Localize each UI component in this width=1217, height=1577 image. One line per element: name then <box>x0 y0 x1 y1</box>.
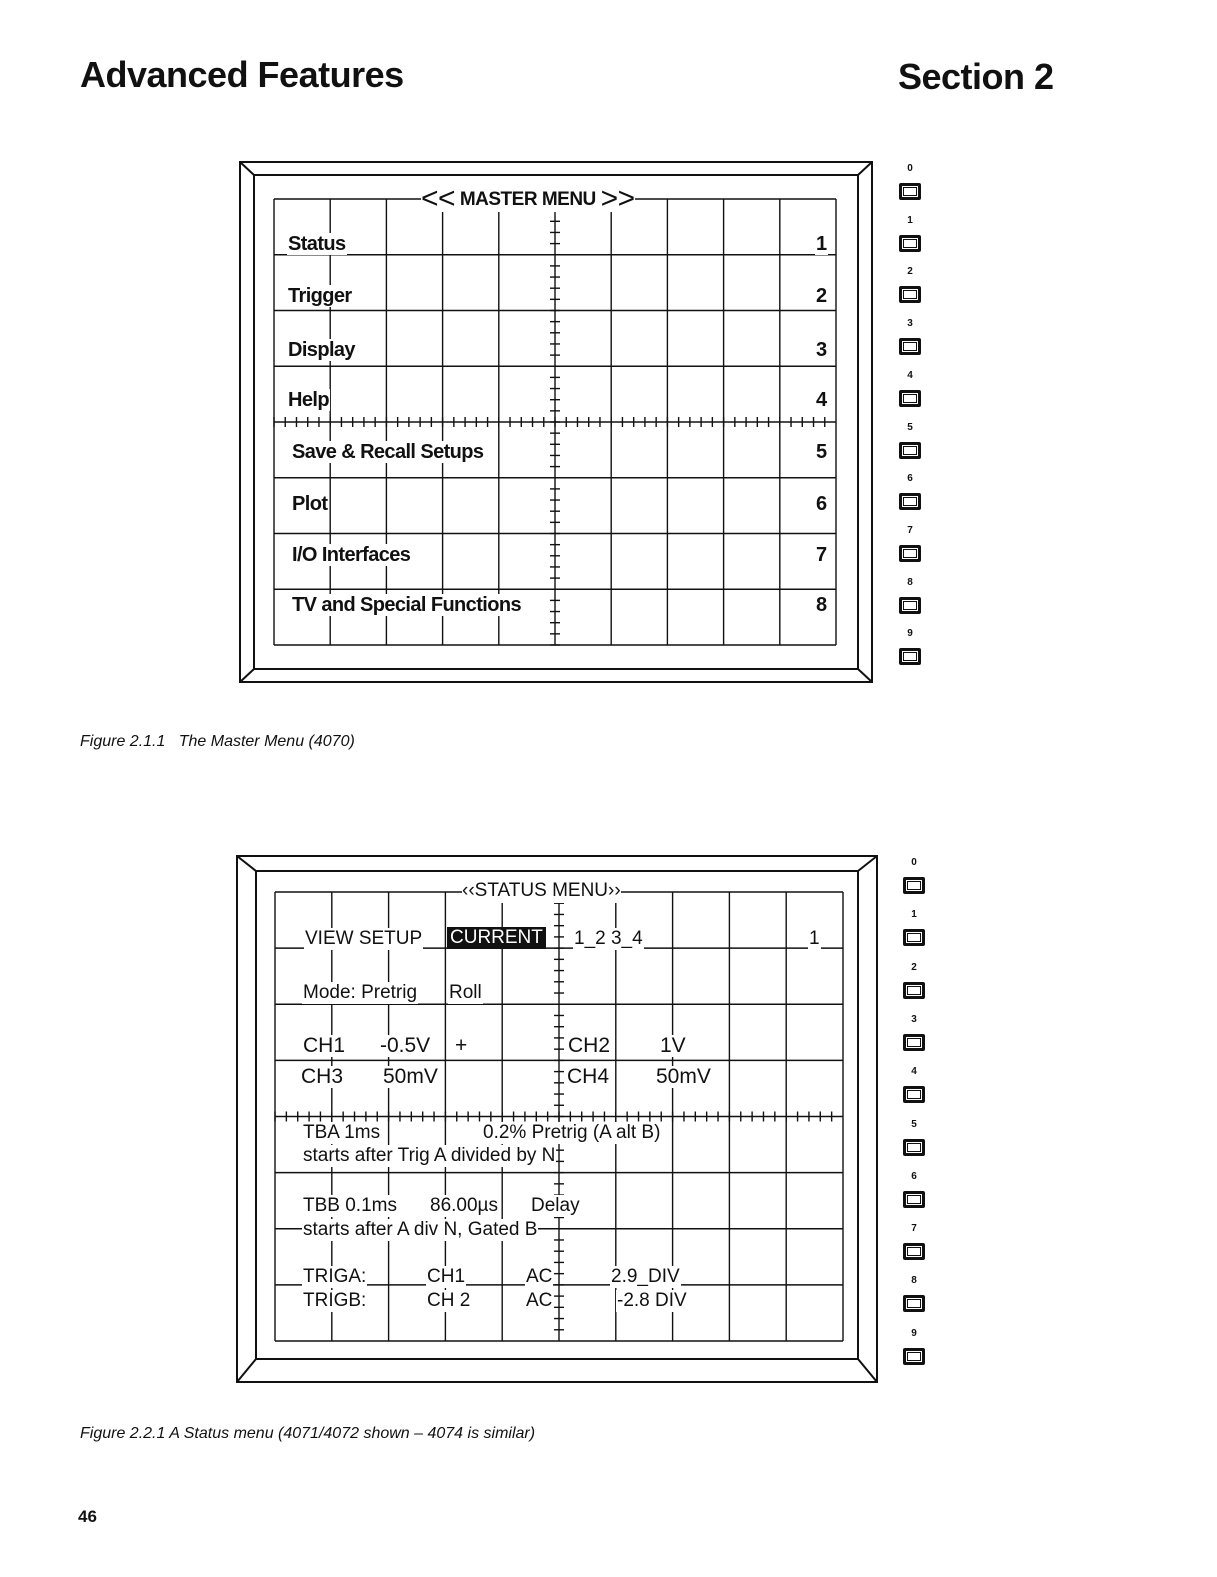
pretrig-value: 0.2% Pretrig (A alt B) <box>483 1122 661 1143</box>
softkey-number: 6 <box>907 473 913 485</box>
menu-item-number: 5 <box>816 441 828 463</box>
softkey-number: 9 <box>907 628 913 640</box>
menu-item-tv-and-special-functions[interactable]: TV and Special Functions <box>292 594 521 616</box>
softkey-button-5[interactable] <box>899 442 921 459</box>
softkey-number: 7 <box>911 1223 917 1235</box>
softkey-number: 2 <box>911 961 917 973</box>
status-row-number: 1 <box>809 928 820 949</box>
tbb-start-condition: starts after A div N, Gated B <box>303 1219 538 1240</box>
softkey-button-1[interactable] <box>899 235 921 252</box>
softkey-number: 3 <box>911 1013 917 1025</box>
softkey-button-6[interactable] <box>899 493 921 510</box>
ch2-value: 1V <box>660 1034 686 1057</box>
softkey-number: 0 <box>911 857 917 868</box>
section-label: Section 2 <box>898 56 1054 97</box>
menu-item-number: 6 <box>816 493 828 515</box>
menu-item-number: 7 <box>816 544 828 566</box>
menu-item-trigger[interactable]: Trigger <box>288 285 352 307</box>
softkey-number: 1 <box>907 214 913 226</box>
delay-label: Delay <box>531 1195 580 1216</box>
ch1-label: CH1 <box>303 1034 346 1057</box>
softkey-button-2[interactable] <box>899 286 921 303</box>
softkey-number: 3 <box>907 318 913 330</box>
softkey-number: 5 <box>907 421 913 433</box>
triga-coupling: AC <box>526 1266 553 1287</box>
softkey-button-7[interactable] <box>903 1243 925 1260</box>
softkey-button-9[interactable] <box>903 1348 925 1365</box>
softkey-number: 5 <box>911 1118 917 1130</box>
triga-level: 2.9_DIV <box>611 1266 680 1287</box>
page-number: 46 <box>78 1507 97 1526</box>
softkey-number: 4 <box>911 1066 917 1078</box>
softkey-number: 0 <box>907 163 913 174</box>
trigb-label: TRIGB: <box>303 1290 367 1311</box>
menu-item-status[interactable]: Status <box>288 233 346 255</box>
softkey-number: 9 <box>911 1327 917 1339</box>
softkey-button-2[interactable] <box>903 982 925 999</box>
title-right-arrows: >> <box>600 182 635 215</box>
view-setup-label: VIEW SETUP <box>305 928 423 949</box>
master-menu-title <box>421 182 635 215</box>
triga-channel: CH1 <box>427 1266 466 1287</box>
menu-item-plot[interactable]: Plot <box>292 493 328 515</box>
ch3-value: 50mV <box>383 1065 438 1088</box>
figure-2-caption: Figure 2.2.1 A Status menu (4071/4072 shown – 4074 is similar) <box>80 1425 536 1442</box>
softkey-button-9[interactable] <box>899 648 921 665</box>
softkey-number: 2 <box>907 266 913 278</box>
menu-item-number: 2 <box>816 285 828 307</box>
menu-item-number: 8 <box>816 594 828 616</box>
softkey-button-7[interactable] <box>899 545 921 562</box>
figure-1-caption: Figure 2.1.1 The Master Menu (4070) <box>80 733 355 750</box>
softkey-button-1[interactable] <box>903 929 925 946</box>
trigb-coupling: AC <box>526 1290 553 1311</box>
title-left-arrows: << <box>421 182 456 215</box>
page-header-title: Advanced Features <box>80 54 404 95</box>
master-menu-figure <box>239 161 873 683</box>
status-menu-figure <box>236 855 878 1383</box>
softkey-button-5[interactable] <box>903 1139 925 1156</box>
ch4-value: 50mV <box>656 1065 711 1088</box>
softkey-number: 8 <box>907 576 913 588</box>
softkey-column-2 <box>902 857 932 1373</box>
menu-item-number: 4 <box>816 389 828 411</box>
ch1-polarity: + <box>455 1034 468 1057</box>
trigb-level: -2.8 DIV <box>617 1290 687 1311</box>
delay-value: 86.00µs <box>430 1195 498 1216</box>
softkey-number: 8 <box>911 1275 917 1287</box>
ch2-label: CH2 <box>568 1034 611 1057</box>
trigb-channel: CH 2 <box>427 1290 471 1311</box>
softkey-button-8[interactable] <box>899 597 921 614</box>
menu-item-save-recall-setups[interactable]: Save & Recall Setups <box>292 441 484 463</box>
menu-item-number: 1 <box>816 233 828 255</box>
menu-item-display[interactable]: Display <box>288 339 355 361</box>
menu-item-number: 3 <box>816 339 828 361</box>
mode-label: Mode: Pretrig <box>303 982 418 1003</box>
softkey-number: 6 <box>911 1170 917 1182</box>
menu-item-help[interactable]: Help <box>288 389 329 411</box>
tba-label: TBA 1ms <box>303 1122 381 1143</box>
softkey-button-0[interactable] <box>899 183 921 200</box>
softkey-button-6[interactable] <box>903 1191 925 1208</box>
menu-item-i-o-interfaces[interactable]: I/O Interfaces <box>292 544 411 566</box>
softkey-button-4[interactable] <box>899 390 921 407</box>
master-menu-title-text: MASTER MENU <box>459 189 596 210</box>
softkey-number: 7 <box>907 524 913 536</box>
current-setup-highlight[interactable]: CURRENT <box>447 927 546 949</box>
softkey-button-8[interactable] <box>903 1295 925 1312</box>
softkey-button-3[interactable] <box>903 1034 925 1051</box>
softkey-number: 4 <box>907 369 913 381</box>
ch3-label: CH3 <box>301 1065 344 1088</box>
tba-start-condition: starts after Trig A divided by N <box>303 1145 556 1166</box>
mode-roll: Roll <box>449 982 482 1003</box>
softkey-column-1 <box>898 163 928 673</box>
softkey-number: 1 <box>911 909 917 921</box>
softkey-button-4[interactable] <box>903 1086 925 1103</box>
ch1-value: -0.5V <box>380 1034 431 1057</box>
setup-numbers: 1_2 3_4 <box>574 928 643 949</box>
triga-label: TRIGA: <box>303 1266 367 1287</box>
status-menu-title: ‹‹STATUS MENU›› <box>462 880 621 901</box>
softkey-button-3[interactable] <box>899 338 921 355</box>
tbb-label: TBB 0.1ms <box>303 1195 397 1216</box>
ch4-label: CH4 <box>567 1065 610 1088</box>
softkey-button-0[interactable] <box>903 877 925 894</box>
